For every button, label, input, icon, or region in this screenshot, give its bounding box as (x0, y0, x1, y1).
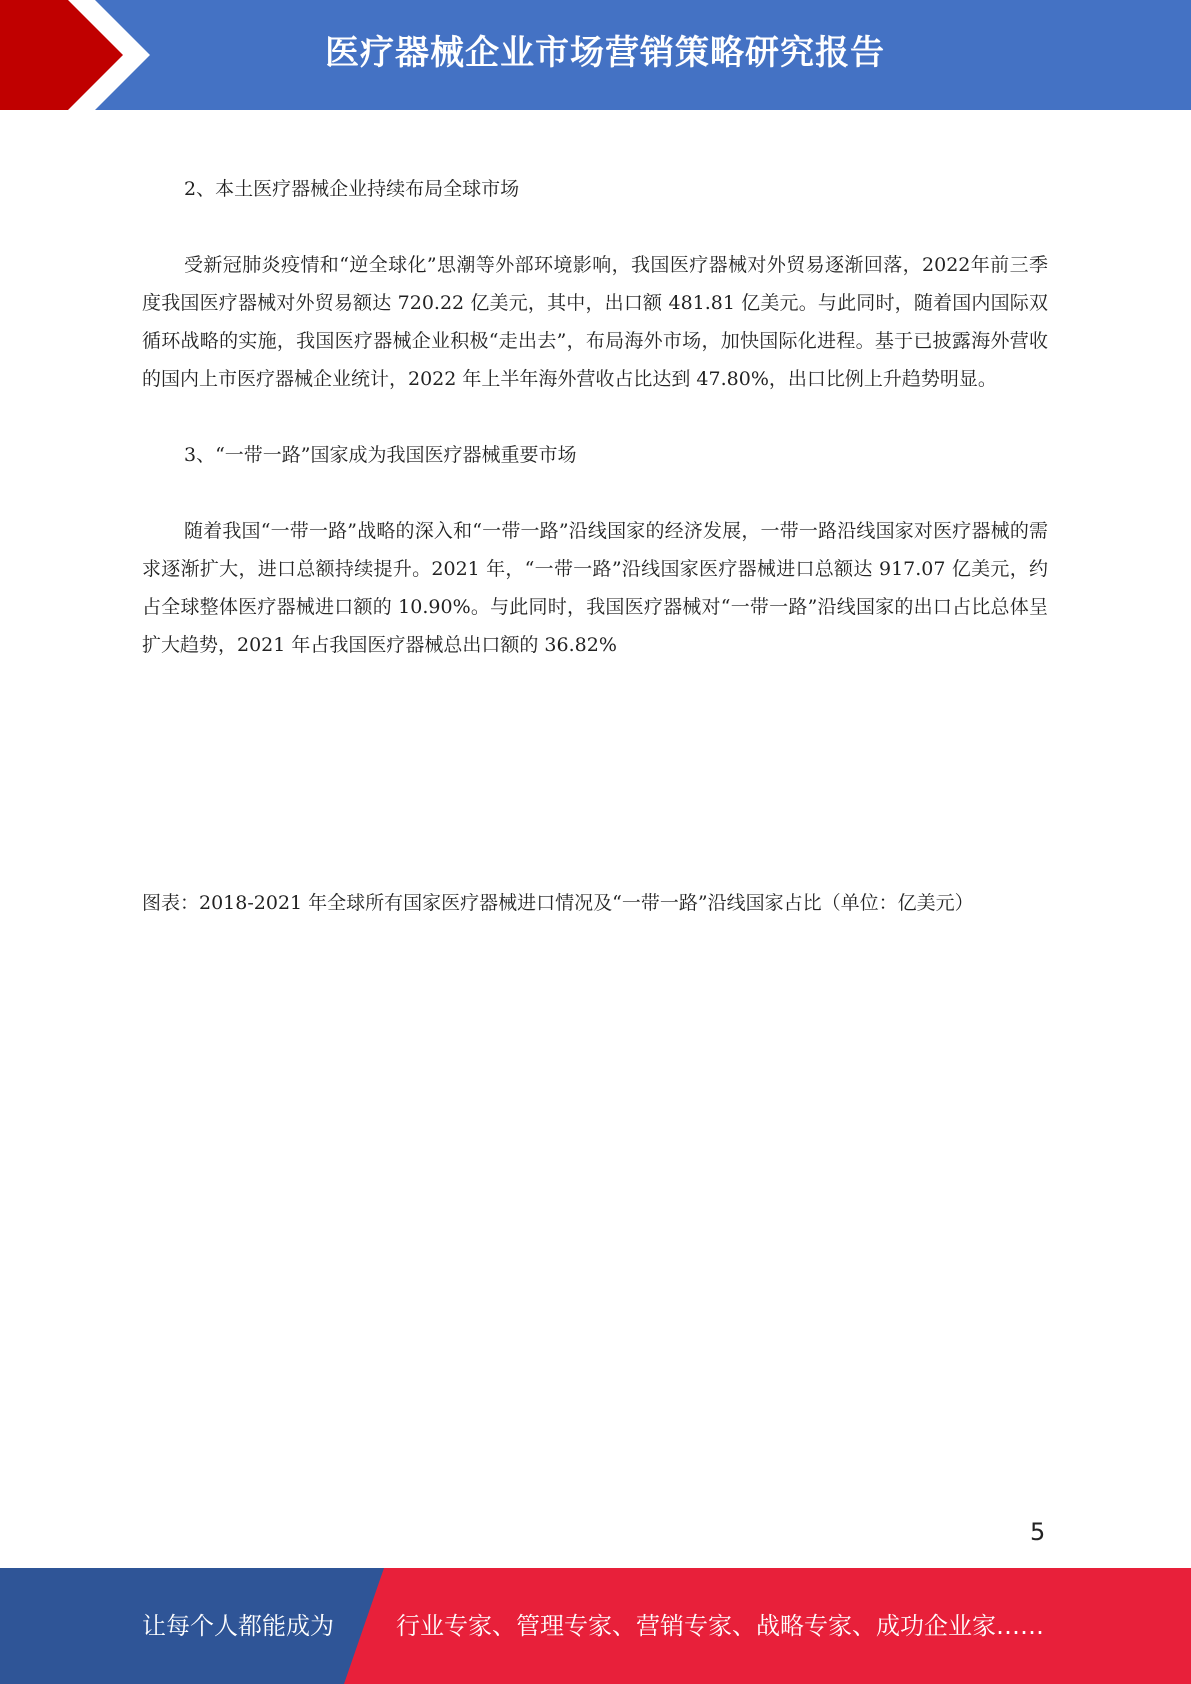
spacer (142, 398, 1048, 436)
footer-slogan-left: 让每个人都能成为 (142, 1612, 334, 1640)
footer-slogan-right: 行业专家、管理专家、营销专家、战略专家、成功企业家…… (396, 1612, 1044, 1640)
figure-area (142, 960, 1048, 1500)
figure-caption: 图表：2018-2021 年全球所有国家医疗器械进口情况及“一带一路”沿线国家占比（单位：亿美元） (142, 892, 974, 914)
section-heading-2: 2、本土医疗器械企业持续布局全球市场 (184, 178, 520, 200)
page-header (0, 0, 1191, 110)
section-paragraph-2: 受新冠肺炎疫情和“逆全球化”思潮等外部环境影响，我国医疗器械对外贸易逐渐回落，2022年前三季度我国医疗器械对外贸易额达 720.22 亿美元，其中，出口额 481.81 亿美元。与此同时，随着国内国际双循环战略的实施，我国医疗器械企业积极“走出去”，布局海外市场，加快国际化进程。基于已披露海外营收的国内上市医疗器械企业统计，2022 年上半年海外营收占比达到 47.80%，出口比例上升趋势明显。 (142, 254, 1048, 390)
spacer (142, 474, 1048, 512)
page-number: 5 (1030, 1518, 1046, 1546)
report-title: 医疗器械企业市场营销策略研究报告 (325, 33, 885, 73)
spacer (142, 208, 1048, 246)
main-content (142, 170, 1048, 664)
section-heading-3: 3、“一带一路”国家成为我国医疗器械重要市场 (184, 444, 577, 466)
page-footer (0, 1568, 1191, 1684)
section-paragraph-3: 随着我国“一带一路”战略的深入和“一带一路”沿线国家的经济发展，一带一路沿线国家对医疗器械的需求逐渐扩大，进口总额持续提升。2021 年，“一带一路”沿线国家医疗器械进口总额达 917.07 亿美元，约占全球整体医疗器械进口额的 10.90%。与此同时，我国医疗器械对“一带一路”沿线国家的出口占比总体呈扩大趋势，2021 年占我国医疗器械总出口额的 36.82% (142, 520, 1048, 656)
